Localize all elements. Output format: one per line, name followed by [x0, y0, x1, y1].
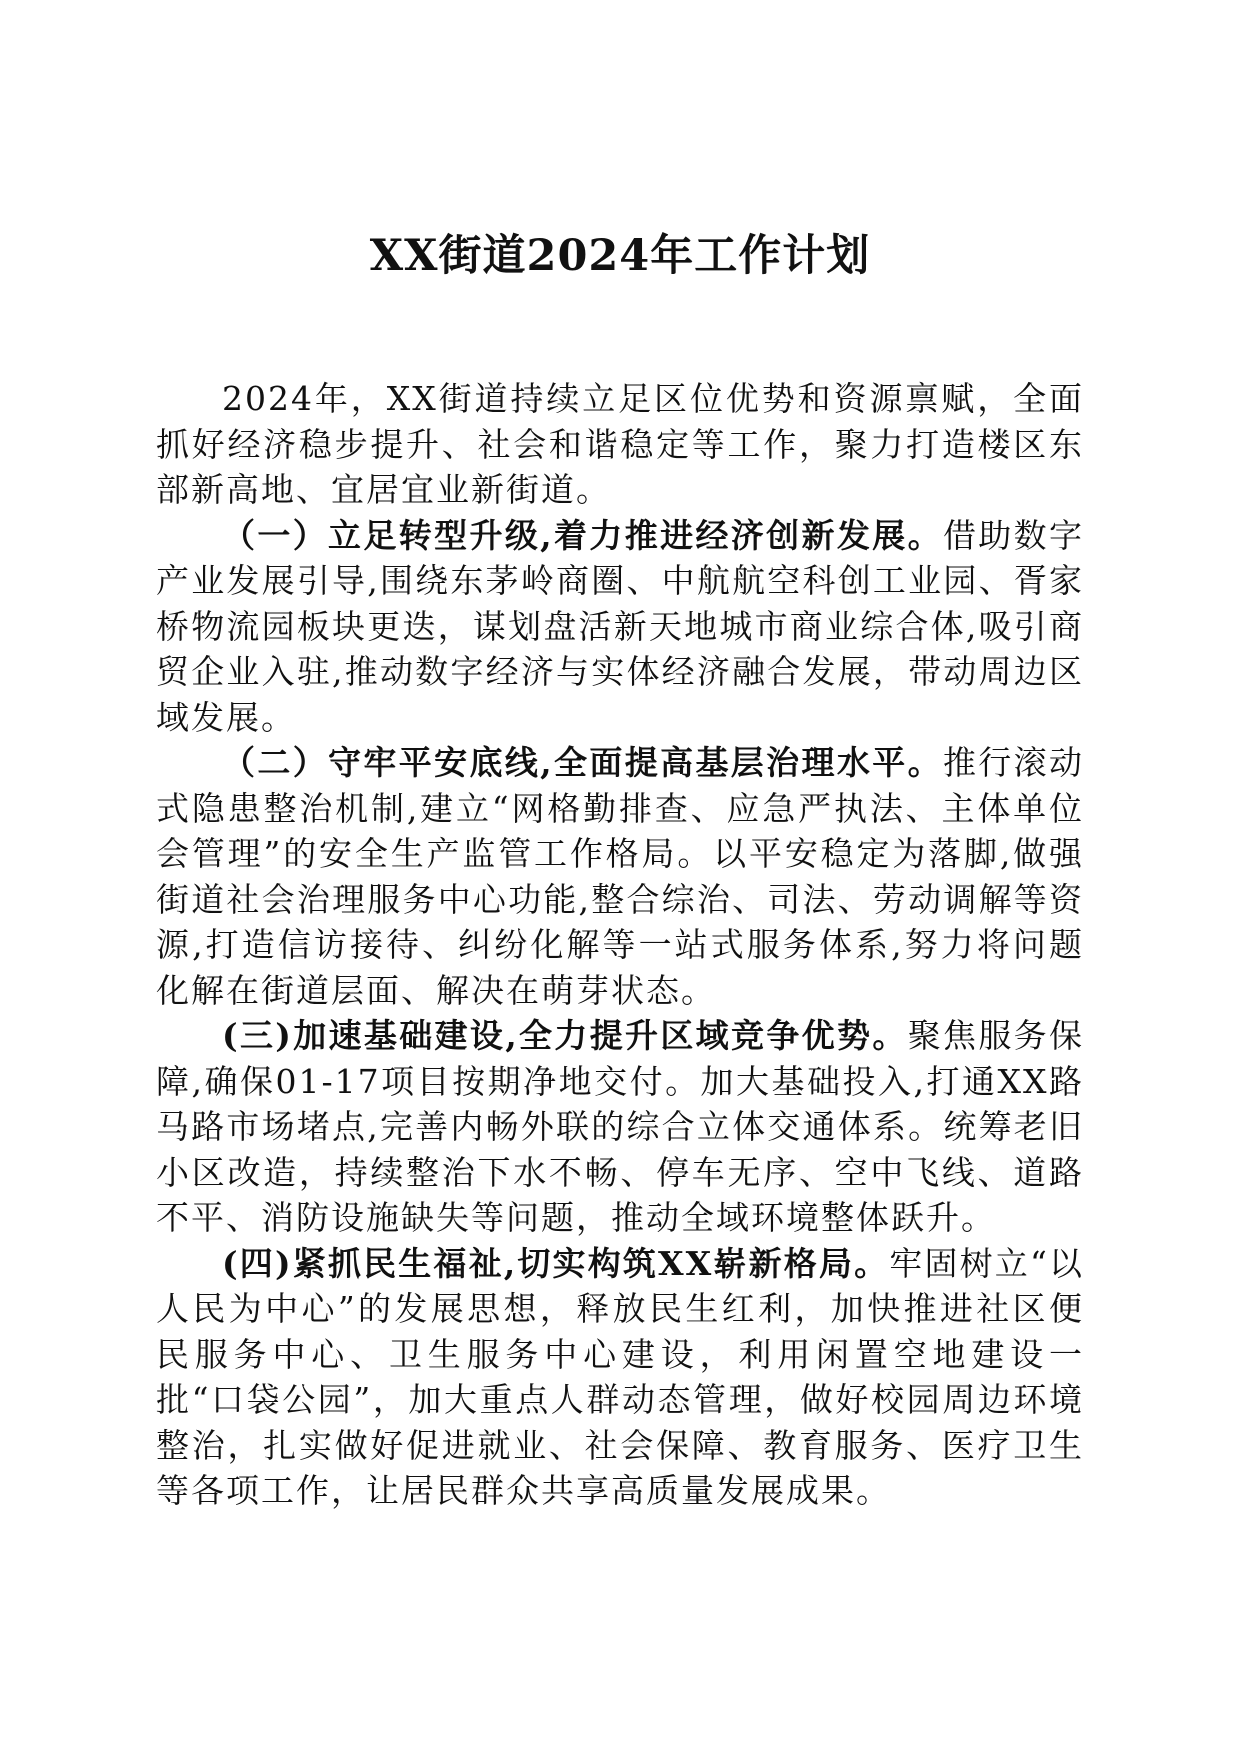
section-heading: （一）立足转型升级,着力推进经济创新发展。 [222, 515, 943, 555]
section-heading: （二）守牢平安底线,全面提高基层治理水平。 [222, 743, 943, 782]
paragraph-section-3 [156, 1013, 1084, 1241]
paragraph-text: 牢固树立“以人民为中心”的发展思想，释放民生红利，加快推进社区便民服务中心、卫生服务中心建设，利用闲置空地建设一批“口袋公园”，加大重点人群动态管理，做好校园周边环境整治，扎实做好促进就业、社会保障、教育服务、医疗卫生等各项工作，让居民群众共享高质量发展成果。 [156, 1243, 1084, 1510]
paragraph-section-1 [156, 513, 1084, 741]
document-body [156, 376, 1084, 1514]
document-title: XX街道2024年工作计划 [369, 231, 871, 281]
paragraph-intro [156, 376, 1084, 513]
paragraph-text: 推行滚动式隐患整治机制,建立“网格勤排查、应急严执法、主体单位会管理”的安全生产监管工作格局。以平安稳定为落脚,做强街道社会治理服务中心功能,整合综治、司法、劳动调解等资源,打造信访接待、纠纷化解等一站式服务体系,努力将问题化解在街道层面、解决在萌芽状态。 [156, 743, 1085, 1010]
paragraph-text: 2024年，XX街道持续立足区位优势和资源禀赋，全面抓好经济稳步提升、社会和谐稳定等工作，聚力打造楼区东部新高地、宜居宜业新街道。 [156, 379, 1084, 509]
section-heading: (四)紧抓民生福祉,切实构筑XX崭新格局。 [222, 1243, 890, 1283]
paragraph-text: 借助数字产业发展引导,围绕东茅岭商圈、中航航空科创工业园、胥家桥物流园板块更迭，谋划盘活新天地城市商业综合体,吸引商贸企业入驻,推动数字经济与实体经济融合发展，带动周边区域发展。 [156, 515, 1085, 737]
paragraph-text: 聚焦服务保障,确保01-17项目按期净地交付。加大基础投入,打通XX路马路市场堵点,完善内畅外联的综合立体交通体系。统筹老旧小区改造，持续整治下水不畅、停车无序、空中飞线、道路不平、消防设施缺失等问题，推动全域环境整体跃升。 [156, 1016, 1085, 1237]
section-heading: (三)加速基础建设,全力提升区域竞争优势。 [222, 1016, 908, 1055]
paragraph-section-4 [156, 1241, 1084, 1514]
paragraph-section-2 [156, 740, 1084, 1013]
